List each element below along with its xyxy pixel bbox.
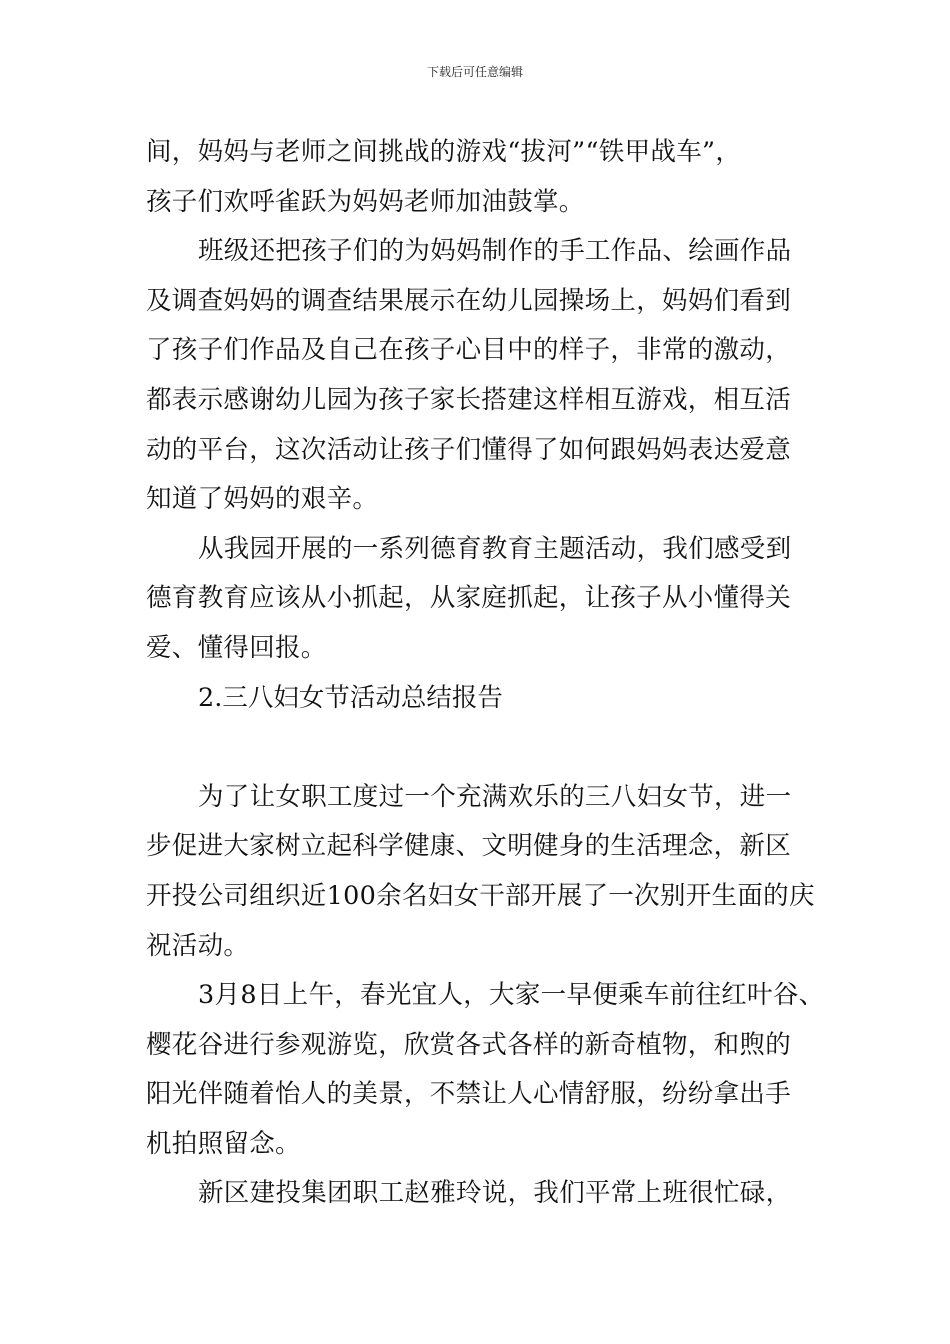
paragraph: [146, 128, 814, 227]
text-line: 为了让女职工度过一个充满欢乐的三八妇女节，进一: [198, 781, 792, 812]
paragraph: [146, 971, 825, 1169]
blank-line: [146, 723, 814, 773]
paragraph: [146, 525, 814, 674]
text-line: 樱花谷进行参观游览，欣赏各式各样的新奇植物，和煦的: [146, 1029, 792, 1060]
page-header: 下载后可任意编辑: [426, 65, 523, 79]
text-line: 动的平台，这次活动让孩子们懂得了如何跟妈妈表达爱意: [146, 434, 792, 465]
text-line: 祝活动。: [146, 930, 250, 961]
text-line: 爱、懂得回报。: [146, 632, 327, 663]
text-line: 班级还把孩子们的为妈妈制作的手工作品、绘画作品: [198, 236, 792, 267]
document-body: [146, 128, 825, 1219]
text-line: 机拍照留念。: [146, 1128, 301, 1159]
paragraph: [146, 227, 814, 525]
text-line: 德育教育应该从小抓起，从家庭抓起，让孩子从小懂得关: [146, 583, 792, 614]
text-line: 了孩子们作品及自己在孩子心目中的样子，非常的激动，: [146, 335, 792, 366]
text-line: 孩子们欢呼雀跃为妈妈老师加油鼓掌。: [146, 186, 585, 217]
paragraph: [146, 773, 814, 971]
text-line: 从我园开展的一系列德育教育主题活动，我们感受到: [198, 533, 792, 564]
text-line: 新区建投集团职工赵雅玲说，我们平常上班很忙碌，: [198, 1178, 792, 1209]
text-line: 开投公司组织近100余名妇女干部开展了一次别开生面的庆: [146, 880, 815, 911]
text-line: 都表示感谢幼儿园为孩子家长搭建这样相互游戏，相互活: [146, 384, 792, 415]
text-line: 步促进大家树立起科学健康、文明健身的生活理念，新区: [146, 831, 792, 862]
text-line: 3月8日上午，春光宜人，大家一早便乘车前往红叶谷、: [198, 980, 825, 1011]
paragraph: [146, 1169, 814, 1219]
text-line: 及调查妈妈的调查结果展示在幼儿园操场上，妈妈们看到: [146, 285, 792, 316]
text-line: 知道了妈妈的艰辛。: [146, 484, 379, 515]
text-line: 阳光伴随着怡人的美景，不禁让人心情舒服，纷纷拿出手: [146, 1079, 792, 1110]
text-line: 间，妈妈与老师之间挑战的游戏“拔河”“铁甲战车”，: [146, 137, 742, 167]
section-heading: 2.三八妇女节活动总结报告: [198, 682, 503, 713]
